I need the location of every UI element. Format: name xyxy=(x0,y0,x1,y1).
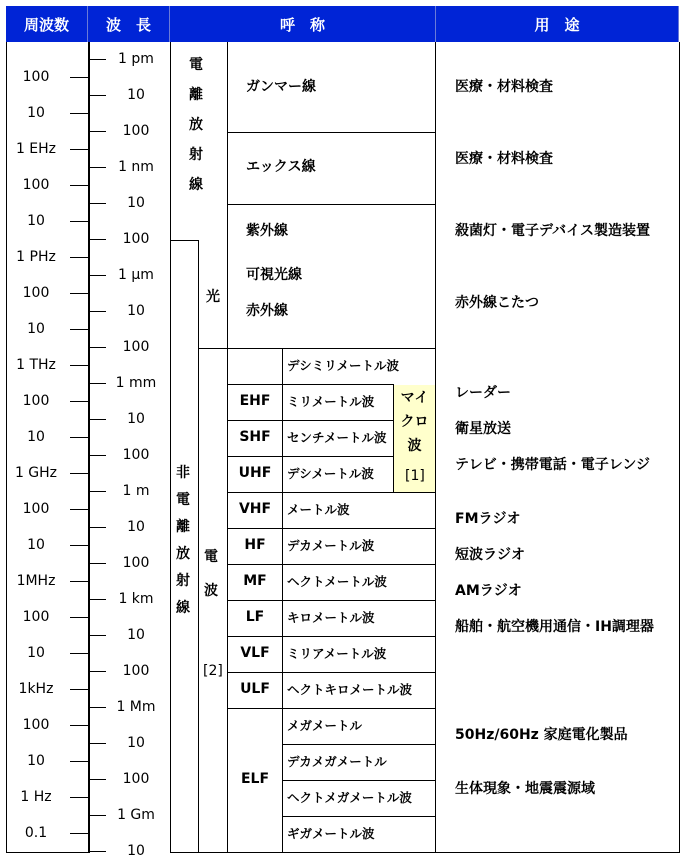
row-line xyxy=(228,348,436,349)
row-line xyxy=(227,384,394,385)
wave-label: 100 xyxy=(122,447,150,463)
use-item: 生体現象・地震震源域 xyxy=(455,781,595,797)
freq-tick xyxy=(70,113,88,114)
wave-tick xyxy=(88,383,106,384)
use-region-left xyxy=(435,42,436,852)
row-line xyxy=(283,780,436,781)
wave-label: 1 mm xyxy=(115,375,157,391)
wave-label: 100 xyxy=(122,663,150,679)
microwave-text: マイクロ波 xyxy=(400,390,429,454)
header-wavelength-label: 波 長 xyxy=(105,15,151,34)
freq-label: 1 EHz xyxy=(15,141,57,157)
wave-label: 10 xyxy=(127,735,145,751)
header-wavelength xyxy=(88,6,170,42)
wave-tick xyxy=(88,275,106,276)
freq-label: 100 xyxy=(22,717,50,733)
header-frequency xyxy=(6,6,88,42)
wave-tick xyxy=(88,419,106,420)
nonionizing-text: 非電離放射線 xyxy=(176,465,190,616)
wave-name-giga: ギガメートル波 xyxy=(287,826,375,841)
right-border xyxy=(679,42,680,852)
wave-tick xyxy=(88,455,106,456)
band-label: HF xyxy=(244,537,266,553)
freq-label: 100 xyxy=(22,177,50,193)
name-uv: 紫外線 xyxy=(246,223,288,239)
band-label: LF xyxy=(245,609,265,625)
use-item: 船舶・航空機用通信・IH調理器 xyxy=(455,619,654,635)
freq-label: 100 xyxy=(22,69,50,85)
freq-label: 1 GHz xyxy=(14,465,58,481)
freq-label: 100 xyxy=(22,393,50,409)
freq-tick xyxy=(70,833,88,834)
use-item: 衛星放送 xyxy=(455,421,511,437)
wave-tick xyxy=(88,491,106,492)
row-line xyxy=(227,708,436,709)
freq-label: 10 xyxy=(27,429,45,445)
wave-tick xyxy=(88,851,106,852)
wave-name-kilo: キロメートル波 xyxy=(287,610,375,625)
nonionizing-divider xyxy=(198,240,199,852)
wave-name-milli: ミリメートル波 xyxy=(287,394,375,409)
radio-text: 電波 xyxy=(204,549,218,599)
wave-label: 10 xyxy=(127,627,145,643)
wave-label: 10 xyxy=(127,195,145,211)
row-line xyxy=(228,204,436,205)
freq-tick xyxy=(70,761,88,762)
freq-label: 1kHz xyxy=(18,681,54,697)
wave-tick xyxy=(88,347,106,348)
ionizing-text: 電離放射線 xyxy=(189,57,203,193)
row-line xyxy=(227,564,436,565)
row-line xyxy=(228,132,436,133)
name-gamma: ガンマー線 xyxy=(246,79,316,95)
band-label: ULF xyxy=(240,681,270,697)
use-item: FMラジオ xyxy=(455,511,521,527)
wave-label: 1 Mm xyxy=(116,699,156,715)
freq-label: 1 Hz xyxy=(20,789,52,805)
band-label: EHF xyxy=(239,393,271,409)
freq-label: 10 xyxy=(27,213,45,229)
freq-label: 10 xyxy=(27,537,45,553)
use-item: テレビ・携帯電話・電子レンジ xyxy=(455,457,651,473)
wave-name-myria: ミリアメートル波 xyxy=(287,646,387,661)
wave-name-decamega: デカメガメートル xyxy=(287,754,387,769)
freq-label: 100 xyxy=(22,501,50,517)
group-line-240 xyxy=(170,240,199,241)
wave-tick xyxy=(88,743,106,744)
wave-tick xyxy=(88,167,106,168)
row-line xyxy=(283,816,436,817)
row-line xyxy=(227,492,436,493)
use-item: レーダー xyxy=(455,385,511,401)
freq-tick xyxy=(70,725,88,726)
header-use-label: 用 途 xyxy=(534,15,580,34)
wave-tick xyxy=(88,95,106,96)
wave-tick xyxy=(88,59,106,60)
row-line xyxy=(227,636,436,637)
wave-tick xyxy=(88,527,106,528)
wave-name-deca: デカメートル波 xyxy=(287,538,375,553)
wave-label: 10 xyxy=(127,843,145,859)
band-label: VHF xyxy=(238,501,272,517)
wave-tick xyxy=(88,311,106,312)
nonionizing-label xyxy=(175,460,195,622)
freq-tick xyxy=(70,185,88,186)
freq-tick xyxy=(70,329,88,330)
freq-tick xyxy=(70,653,88,654)
freq-label: 1 THz xyxy=(16,357,56,373)
wave-label: 10 xyxy=(127,519,145,535)
wave-label: 100 xyxy=(122,771,150,787)
wave-tick xyxy=(88,239,106,240)
freq-tick xyxy=(70,617,88,618)
use-item: AMラジオ xyxy=(455,583,522,599)
band-label: ELF xyxy=(240,771,270,787)
wave-tick xyxy=(88,779,106,780)
wave-label: 1 nm xyxy=(118,159,154,175)
radio-note: [2] xyxy=(203,663,223,679)
wave-label: 10 xyxy=(127,303,145,319)
wave-tick xyxy=(88,707,106,708)
use-item: 50Hz/60Hz 家庭電化製品 xyxy=(455,727,628,743)
wave-label: 100 xyxy=(122,123,150,139)
header-use xyxy=(436,6,679,42)
freq-label: 1 PHz xyxy=(16,249,56,265)
wave-tick xyxy=(88,131,106,132)
row-line xyxy=(227,456,394,457)
freq-label: 10 xyxy=(27,753,45,769)
wave-tick xyxy=(88,203,106,204)
freq-tick xyxy=(70,545,88,546)
freq-tick xyxy=(70,581,88,582)
use-item: 医療・材料検査 xyxy=(455,79,553,95)
wave-label: 100 xyxy=(122,231,150,247)
name-ir: 赤外線 xyxy=(246,303,288,319)
wave-name-hecto: ヘクトメートル波 xyxy=(287,574,387,589)
band-label: VLF xyxy=(240,645,270,661)
freq-label: 100 xyxy=(22,609,50,625)
wave-label: 10 xyxy=(127,411,145,427)
wave-label: 1 m xyxy=(122,483,150,499)
freq-label: 0.1 xyxy=(24,825,48,841)
header-name-label: 呼 称 xyxy=(279,15,325,34)
name-region-left xyxy=(170,42,171,852)
axis-line xyxy=(88,42,90,853)
use-item: 短波ラジオ xyxy=(455,547,525,563)
wave-tick xyxy=(88,815,106,816)
freq-label: 10 xyxy=(27,105,45,121)
bottom-border-left xyxy=(6,852,88,853)
wave-tick xyxy=(88,563,106,564)
freq-tick xyxy=(70,797,88,798)
freq-label: 100 xyxy=(22,285,50,301)
wave-name-mega: メガメートル xyxy=(287,718,363,733)
wave-label: 100 xyxy=(122,555,150,571)
wave-name-centi: センチメートル波 xyxy=(287,430,387,445)
band-label: MF xyxy=(243,573,267,589)
wave-label: 100 xyxy=(122,339,150,355)
wave-label: 1 μm xyxy=(118,267,154,283)
freq-label: 10 xyxy=(27,645,45,661)
wave-name-hectokilo: ヘクトキロメートル波 xyxy=(287,682,413,697)
freq-tick xyxy=(70,473,88,474)
freq-tick xyxy=(70,689,88,690)
freq-tick xyxy=(70,401,88,402)
freq-label: 10 xyxy=(27,321,45,337)
wave-tick xyxy=(88,635,106,636)
row-line xyxy=(227,528,436,529)
header-frequency-label: 周波数 xyxy=(23,15,69,34)
band-label: UHF xyxy=(238,465,272,481)
freq-tick xyxy=(70,437,88,438)
use-item: 赤外線こたつ xyxy=(455,295,539,311)
freq-tick xyxy=(70,509,88,510)
freq-tick xyxy=(70,149,88,150)
freq-tick xyxy=(70,257,88,258)
use-item: 殺菌灯・電子デバイス製造装置 xyxy=(455,223,651,239)
group-line-348 xyxy=(198,348,228,349)
ionizing-divider xyxy=(227,42,228,240)
wave-label: 1 km xyxy=(118,591,154,607)
name-xray: エックス線 xyxy=(246,159,316,175)
row-line xyxy=(227,420,394,421)
light-label: 光 xyxy=(206,289,220,305)
freq-tick xyxy=(70,365,88,366)
radio-label xyxy=(203,540,223,608)
wave-tick xyxy=(88,671,106,672)
name-visible: 可視光線 xyxy=(246,267,302,283)
wave-tick xyxy=(88,599,106,600)
row-line xyxy=(283,744,436,745)
header-name xyxy=(170,6,436,42)
use-item: 医療・材料検査 xyxy=(455,151,553,167)
wave-name-metre: メートル波 xyxy=(287,502,350,517)
freq-label: 1MHz xyxy=(16,573,56,589)
freq-tick xyxy=(70,293,88,294)
ionizing-label xyxy=(188,50,208,200)
row-line xyxy=(227,672,436,673)
wave-name-hectomega: ヘクトメガメートル波 xyxy=(287,790,412,805)
bottom-border xyxy=(170,852,680,853)
wave-label: 1 Gm xyxy=(117,807,155,823)
freq-tick xyxy=(70,77,88,78)
wave-name-decimilli: デシミリメートル波 xyxy=(287,358,400,373)
wave-label: 10 xyxy=(127,87,145,103)
row-line xyxy=(227,600,436,601)
microwave-note: [1] xyxy=(405,468,425,484)
freq-tick xyxy=(70,221,88,222)
band-label: SHF xyxy=(239,429,271,445)
wave-name-deci: デシメートル波 xyxy=(287,466,374,481)
microwave-label xyxy=(394,386,435,458)
wave-label: 1 pm xyxy=(118,51,154,67)
